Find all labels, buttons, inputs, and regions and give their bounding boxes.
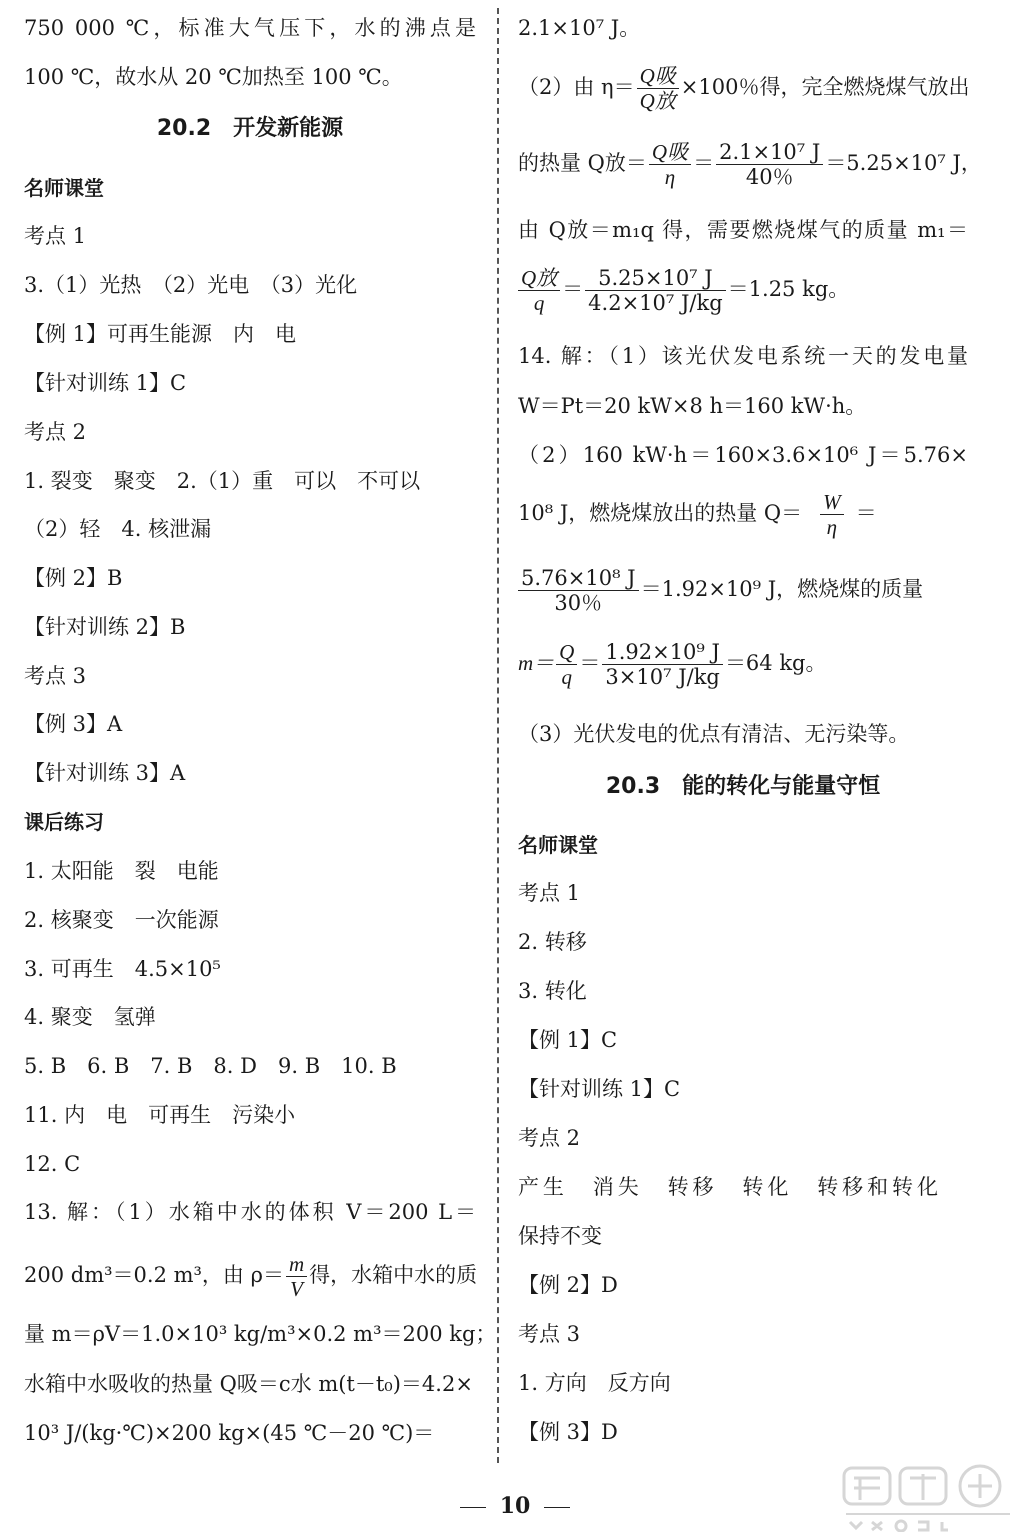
formula-text: 10⁸ J，燃烧煤放出的热量 Q＝ — [518, 501, 803, 525]
answer-line: 1. 裂变 聚变 2.（1）重 可以 不可以 — [24, 469, 421, 493]
formula-text: 的热量 Q放＝ — [518, 151, 647, 175]
denominator: Q放 — [639, 89, 676, 113]
kaodian-label: 考点 1 — [24, 224, 87, 248]
answer-line: 【例 1】可再生能源 内 电 — [24, 322, 297, 346]
answer-line: 5. B 6. B 7. B 8. D 9. B 10. B — [24, 1054, 397, 1078]
kaodian-label: 考点 3 — [518, 1322, 581, 1346]
answer-line: 10³ J/(kg·℃)×200 kg×(45 ℃－20 ℃)＝ — [24, 1421, 435, 1445]
formula-line — [518, 566, 923, 615]
numerator: m — [286, 1252, 307, 1277]
fraction — [518, 566, 639, 615]
formula-text: ＝ — [855, 501, 877, 525]
answer-line: 【例 3】A — [24, 712, 123, 736]
fraction — [286, 1252, 307, 1301]
numerator: Q放 — [518, 266, 560, 291]
kaodian-label: 考点 2 — [24, 420, 87, 444]
answer-line: 1. 方向 反方向 — [518, 1371, 671, 1395]
answer-line: （3）光伏发电的优点有清洁、无污染等。 — [518, 722, 910, 746]
formula-text: ＝ — [579, 651, 601, 675]
formula-text: ＝1.25 kg。 — [727, 277, 850, 301]
kaodian-label: 考点 3 — [24, 664, 87, 688]
page-number-text: 10 — [499, 1493, 531, 1519]
subsection-label: 课后练习 — [24, 810, 104, 834]
denominator: 3×10⁷ J/kg — [605, 665, 720, 689]
answer-line: 水箱中水吸收的热量 Q吸＝c水 m(t－t₀)＝4.2× — [24, 1372, 473, 1396]
fraction — [585, 266, 725, 315]
formula-line — [518, 490, 968, 539]
answer-line: 【例 1】C — [518, 1028, 618, 1052]
formula-text: ＝5.25×10⁷ J， — [825, 151, 982, 175]
fraction — [518, 266, 560, 315]
formula-line — [24, 1252, 477, 1301]
page-number-dash — [460, 1507, 486, 1508]
answer-line: 2.1×10⁷ J。 — [518, 16, 641, 40]
answer-line: 1. 太阳能 裂 电能 — [24, 859, 219, 883]
formula-text: ＝ — [562, 277, 584, 301]
answer-line: 11. 内 电 可再生 污染小 — [24, 1103, 296, 1127]
answer-line: 3.（1）光热 （2）光电 （3）光化 — [24, 273, 358, 297]
formula-line — [518, 140, 982, 189]
formula-text: ×100％得，完全燃烧煤气放出 — [680, 75, 970, 99]
formula-text: （2）由 η＝ — [518, 75, 635, 99]
numerator: 1.92×10⁹ J — [602, 640, 723, 665]
denominator: 4.2×10⁷ J/kg — [588, 291, 723, 315]
answer-line: 【例 2】B — [24, 566, 123, 590]
answer-line: 量 m＝ρV＝1.0×10³ kg/m³×0.2 m³＝200 kg； — [24, 1322, 497, 1346]
answer-line: 【针对训练 3】A — [24, 761, 186, 785]
formula-text: m＝ — [518, 651, 555, 675]
formula-text: ＝64 kg。 — [724, 651, 827, 675]
answer-line: 产生 消失 转移 转化 转移和转化 — [518, 1175, 938, 1199]
answer-line: 12. C — [24, 1152, 81, 1176]
answer-line: 【例 2】D — [518, 1273, 618, 1297]
answer-line: 13. 解：（1）水箱中水的体积 V＝200 L＝ — [24, 1200, 476, 1224]
answer-line: 14. 解：（1）该光伏发电系统一天的发电量 — [518, 344, 968, 368]
numerator: 2.1×10⁷ J — [716, 140, 823, 165]
answer-line: 3. 转化 — [518, 979, 587, 1003]
section-title: 20.2 开发新能源 — [156, 116, 344, 141]
denominator: V — [290, 1277, 303, 1301]
answer-line: 3. 可再生 4.5×10⁵ — [24, 957, 221, 981]
denominator: η — [826, 515, 838, 539]
fraction — [716, 140, 823, 189]
formula-line — [518, 64, 969, 113]
answer-line: （2）160 kW·h＝160×3.6×10⁶ J＝5.76× — [518, 443, 968, 467]
answer-line: （2）轻 4. 核泄漏 — [24, 517, 212, 541]
answer-line: 由 Q放＝m₁q 得，需要燃烧煤气的质量 m₁＝ — [518, 218, 968, 242]
kaodian-label: 考点 2 — [518, 1126, 581, 1150]
formula-text: 200 dm³＝0.2 m³，由 ρ＝ — [24, 1263, 284, 1287]
formula-text: ＝ — [693, 151, 715, 175]
answer-line: W＝Pt＝20 kW×8 h＝160 kW·h。 — [518, 394, 867, 418]
fraction — [649, 140, 691, 189]
numerator: Q吸 — [637, 64, 679, 89]
fraction — [637, 64, 679, 113]
text-line: 100 ℃，故水从 20 ℃加热至 100 ℃。 — [24, 65, 403, 89]
answer-line: 【针对训练 2】B — [24, 615, 186, 639]
formula-line — [518, 640, 827, 689]
formula-text: 得，水箱中水的质 — [309, 1263, 478, 1287]
denominator: 40％ — [745, 165, 794, 189]
text-line: 750 000 ℃，标准大气压下，水的沸点是 — [24, 16, 476, 40]
answer-line: 2. 核聚变 一次能源 — [24, 908, 219, 932]
page-number-dash — [544, 1507, 570, 1508]
numerator: Q — [556, 640, 577, 665]
fraction — [556, 640, 577, 689]
answer-line: 保持不变 — [518, 1224, 602, 1248]
numerator: W — [820, 490, 844, 515]
kaodian-label: 考点 1 — [518, 881, 581, 905]
answer-line: 2. 转移 — [518, 930, 587, 954]
answer-line: 【针对训练 1】C — [518, 1077, 681, 1101]
answer-line: 4. 聚变 氢弹 — [24, 1005, 156, 1029]
answer-line: 【针对训练 1】C — [24, 371, 187, 395]
subsection-label: 名师课堂 — [518, 833, 598, 857]
fraction — [820, 490, 844, 539]
denominator: η — [664, 165, 676, 189]
column-divider — [497, 8, 499, 1463]
watermark-logo — [838, 1462, 1018, 1532]
denominator: 30％ — [554, 591, 603, 615]
formula-text: ＝1.92×10⁹ J，燃烧煤的质量 — [640, 577, 924, 601]
denominator: q — [561, 665, 572, 689]
numerator: 5.25×10⁷ J — [585, 266, 725, 291]
numerator: 5.76×10⁸ J — [518, 566, 639, 591]
denominator: q — [533, 291, 545, 315]
formula-line — [518, 266, 849, 315]
section-title: 20.3 能的转化与能量守恒 — [605, 774, 881, 799]
subsection-label: 名师课堂 — [24, 176, 104, 200]
fraction — [602, 640, 723, 689]
answer-line: 【例 3】D — [518, 1420, 618, 1444]
numerator: Q吸 — [649, 140, 691, 165]
